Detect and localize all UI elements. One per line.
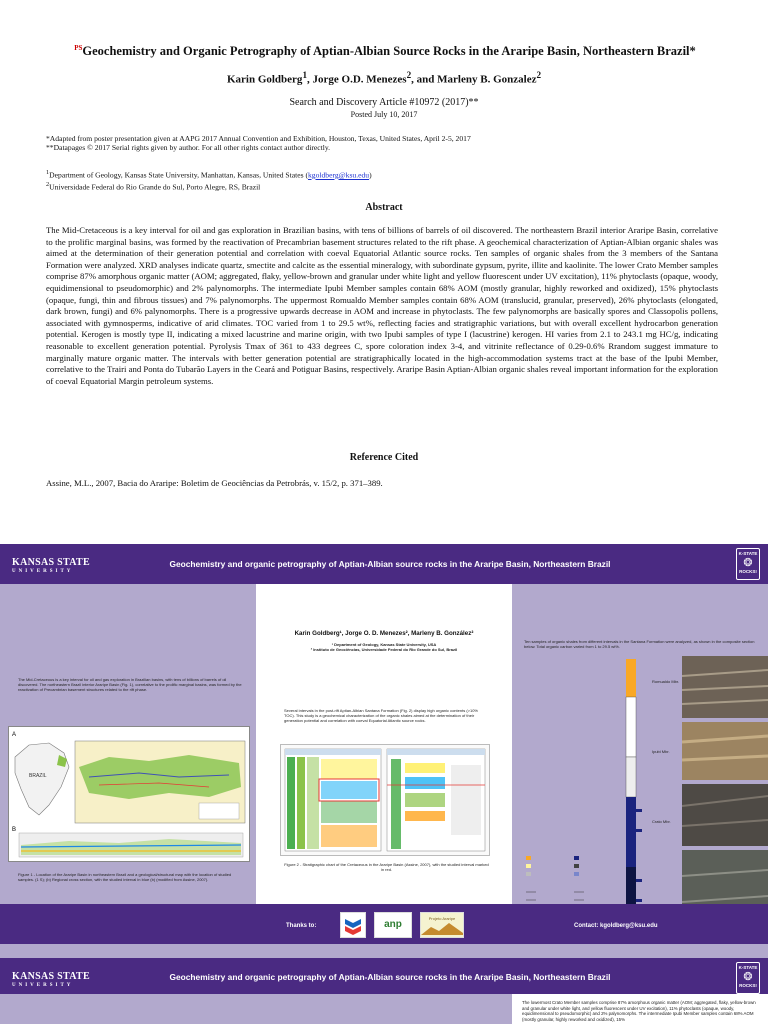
footnotes (46, 134, 471, 152)
ps-mark: PS (74, 44, 83, 52)
affiliation-2: $^2$Universidade Federal do Rio Grande do Sul, Porto Alegre, RS, Brazil (46, 180, 261, 192)
figure-1-caption: Figure 1 - Location of the Araripe Basin in northeastern Brazil and a geological/structural map with the location of studied samples. (1 S); (b) Regional cross section, with the studied interval in blue (b) (modified from Assine, 2007). (18, 872, 232, 882)
ksu-logo: KANSAS STATE UNIVERSITY (12, 557, 90, 574)
contact-label: Contact: kgoldberg@ksu.edu (574, 923, 658, 929)
ksu-logo-2: KANSAS STATE UNIVERSITY (12, 971, 90, 988)
affiliations (46, 168, 372, 191)
kstate-rocks-badge: K-STATE ❂ ROCKS! (736, 548, 760, 580)
authors-line: Karin Goldberg$^1$, Jorge O.D. Menezes$^2$, and Marleny B. Gonzalez$^2$ (226, 70, 542, 86)
landscape-icon (421, 921, 463, 935)
map-graphic (9, 727, 249, 861)
map-panel-b-label: B (12, 827, 17, 833)
column-label-romualdo: Romualdo Mbr. (652, 679, 680, 684)
poster-affiliations: ¹ Department of Geology, Kansas State University, USA ² Instituto de Geociências, Universidade Federal do Rio Grande do Sul, Brazil (310, 642, 458, 652)
footnote-adapted: *Adapted from poster presentation given at AAPG 2017 Annual Convention and Exhibition, Houston, Texas, United States, April 2-5, 2017 (46, 134, 471, 143)
wildcat-icon-2: ❂ (743, 971, 753, 983)
map-country-label: BRAZIL (29, 773, 47, 779)
references-heading: Reference Cited (349, 452, 419, 463)
poster-thanks-bar (0, 904, 768, 944)
poster-header-bar (0, 544, 768, 584)
chevron-logo-icon (341, 913, 365, 937)
article-number: Search and Discovery Article #10972 (2017)** (289, 97, 479, 108)
poster-middle-panel (256, 584, 512, 904)
poster-left-panel (0, 584, 256, 904)
chevron-logo (340, 912, 366, 938)
outcrop-photos-graphic (682, 656, 768, 936)
column-label-crato: Crato Mbr. (652, 819, 671, 824)
column-label-ipubi: Ipubi Mbr. (652, 749, 670, 754)
location-map-figure (8, 726, 250, 862)
stratigraphic-chart-figure (280, 744, 490, 856)
poster-right-panel (512, 584, 768, 904)
stratigraphic-chart-graphic (281, 745, 489, 855)
footnote-datapages: **Datapages © 2017 Serial rights given by author. For all other rights contact author directly. (46, 143, 331, 153)
affiliation-1: $^1$Department of Geology, Kansas State University, Manhattan, Kansas, United States (kgoldberg@ksu.edu) (46, 169, 372, 180)
poster-second-header-bar (0, 958, 768, 994)
projeto-araripe-logo: Projeto Araripe (420, 912, 464, 938)
kstate-rocks-badge-2: K-STATE ❂ ROCKS! (736, 962, 760, 994)
abstract-text: The Mid-Cretaceous is a key interval for oil and gas exploration in Brazilian basins, with tens of billions of barrels of oil discovered. The northeastern Brazil interior Araripe Basin, correlative to the prolific marginal basins, was formed by the reactivation of Precambrian basement structures related to the rift phase. A geochemical characterization of Aptian-Albian organic shales was aimed at the determination of their generation potential and correlation with coeval Equatorial Atlantic source rocks. Ten samples of organic shales from the 3 members of the Santana Formation were analyzed. XRD analyses indicate quartz, smectite and calcite as the essential mineralogy, with subordinate gypsum, pyrite, illite and kaolinite. The lower Crato Member samples comprise 87% amorphous organic matter (AOM; aggregated, flaky, yellow-brown and granular under white light and yellow fluorescent under UV excitation), 11% phytoclasts (opaque, woody, equidimensional to pseudomorphic) and 2% palynomorphs. The intermediate Ipubi Member samples contain 68% AOM (mostly granular, highly reworked and oxidized), 15% phytoclasts (opaque, fungi, thin and fibrous tissues) and 7% palynomorphs. The uppermost Romualdo Member samples contain 68% AOM (translucid, granular, preserved), 26% phytoclasts (elongated, dark brown, fungi) and 6% palynomorphs. There is a progressive upwards decrease in AOM and increase in phytoclasts. The few palynomorphs are basically spores and Classopolis pollens, associated with gymnosperms, indicative of arid climates. TOC varied from 1 to 29.5 wt%, reflecting facies and stratigraphic variations, but with overall excellent hydrocarbon generation potential. Kerogen is mostly type II, indicating a mixed lacustrine and marine origin, with two Ipubi samples of type I (lacustrine) kerogen. HI varies from 2.1 to 243.1 mg HC/g, indicating reasonable to excellent generation potential. Pyrolysis Tmax of 361 to 433 degrees C, spore coloration index 3-4, and vitrinite reflectance of 0.29-0.6% Rrandom suggest immature to marginally mature organic matter. The intervals with better generation potential are stratigraphically located in the high-accommodation systems tract at the base of the Ipubi Member, correlative to the Trairi and Ponta do Tubarão Layers in the Ceará and Potiguar Basins, respectively. Araripe Basin Aptian-Albian organic shales reveal important information for the exploration of coeval Equatorial Margin petroleum systems. (46, 225, 718, 386)
map-panel-a-label: A (12, 732, 17, 738)
poster-bottom-text: The lowermost Crato Member samples comprise 87% amorphous organic matter (AOM; aggregated, flaky, yellow-brown and granular under white light, and yellow fluorescent under UV excitation), 11% phytoclasts (opaque, woody, equidimensional to pseudomorphic) and 2% palynomorphs. The intermediate Ipubi Member samples contain 68% AOM (mostly granular, highly reworked and oxidized), 15% (522, 1000, 756, 1022)
poster-title-2: Geochemistry and organic petrography of Aptian-Albian source rocks in the Araripe Basin, Northeastern Brazil (169, 972, 611, 982)
poster-authors: Karin Goldberg¹, Jorge O. D. Menezes², Marleny B. González² (294, 630, 474, 637)
wildcat-icon: ❂ (743, 557, 753, 569)
page-title: $^{PS}$Geochemistry and Organic Petrography of Aptian-Albian Source Rocks in the Araripe Basin, Northeastern Brazil* (74, 44, 696, 59)
left-intro-text: The Mid-Cretaceous is a key interval for oil and gas exploration in Brazilian basins, with tens of billions of barrels of oil discovered. The northeastern Brazil interior Araripe Basin (Fig. 1), correlative to the prolific marginal basins, was formed by the reactivation of Precambrian basement structures related to the rift phase. (18, 677, 242, 692)
author-email-link[interactable]: kgoldberg@ksu.edu (308, 170, 370, 180)
reference-item: Assine, M.L., 2007, Bacia do Araripe: Boletim de Geociências da Petrobrás, v. 15/2, p. 371–389. (46, 478, 383, 488)
outcrop-photos (682, 656, 768, 936)
poster-image (0, 544, 768, 1024)
thanks-label: Thanks to: (286, 923, 317, 929)
anp-logo: anp (374, 912, 412, 938)
right-intro-text: Ten samples of organic shales from different intervals in the Santana Formation were analyzed, as shown in the composite section below. Total organic carbon varied from 1 to 29.5 wt%. (524, 639, 755, 649)
posted-date: Posted July 10, 2017 (350, 110, 418, 119)
figure-2-caption: Figure 2 - Stratigraphic chart of the Cretaceous in the Araripe Basin (Assine, 2007), with the studied interval marked in red. (284, 862, 489, 872)
middle-intro-text: Several intervals in the post-rift Aptian-Albian Santana Formation (Fig. 2) display high organic contents (>10% TOC). This study is a geochemical characterization of the organic shales aimed at the determination of their generation potential and correlation with coeval Equatorial Atlantic source rocks. (284, 708, 478, 723)
abstract-heading: Abstract (365, 202, 403, 213)
poster-title: Geochemistry and organic petrography of Aptian-Albian source rocks in the Araripe Basin, Northeastern Brazil (169, 559, 611, 569)
